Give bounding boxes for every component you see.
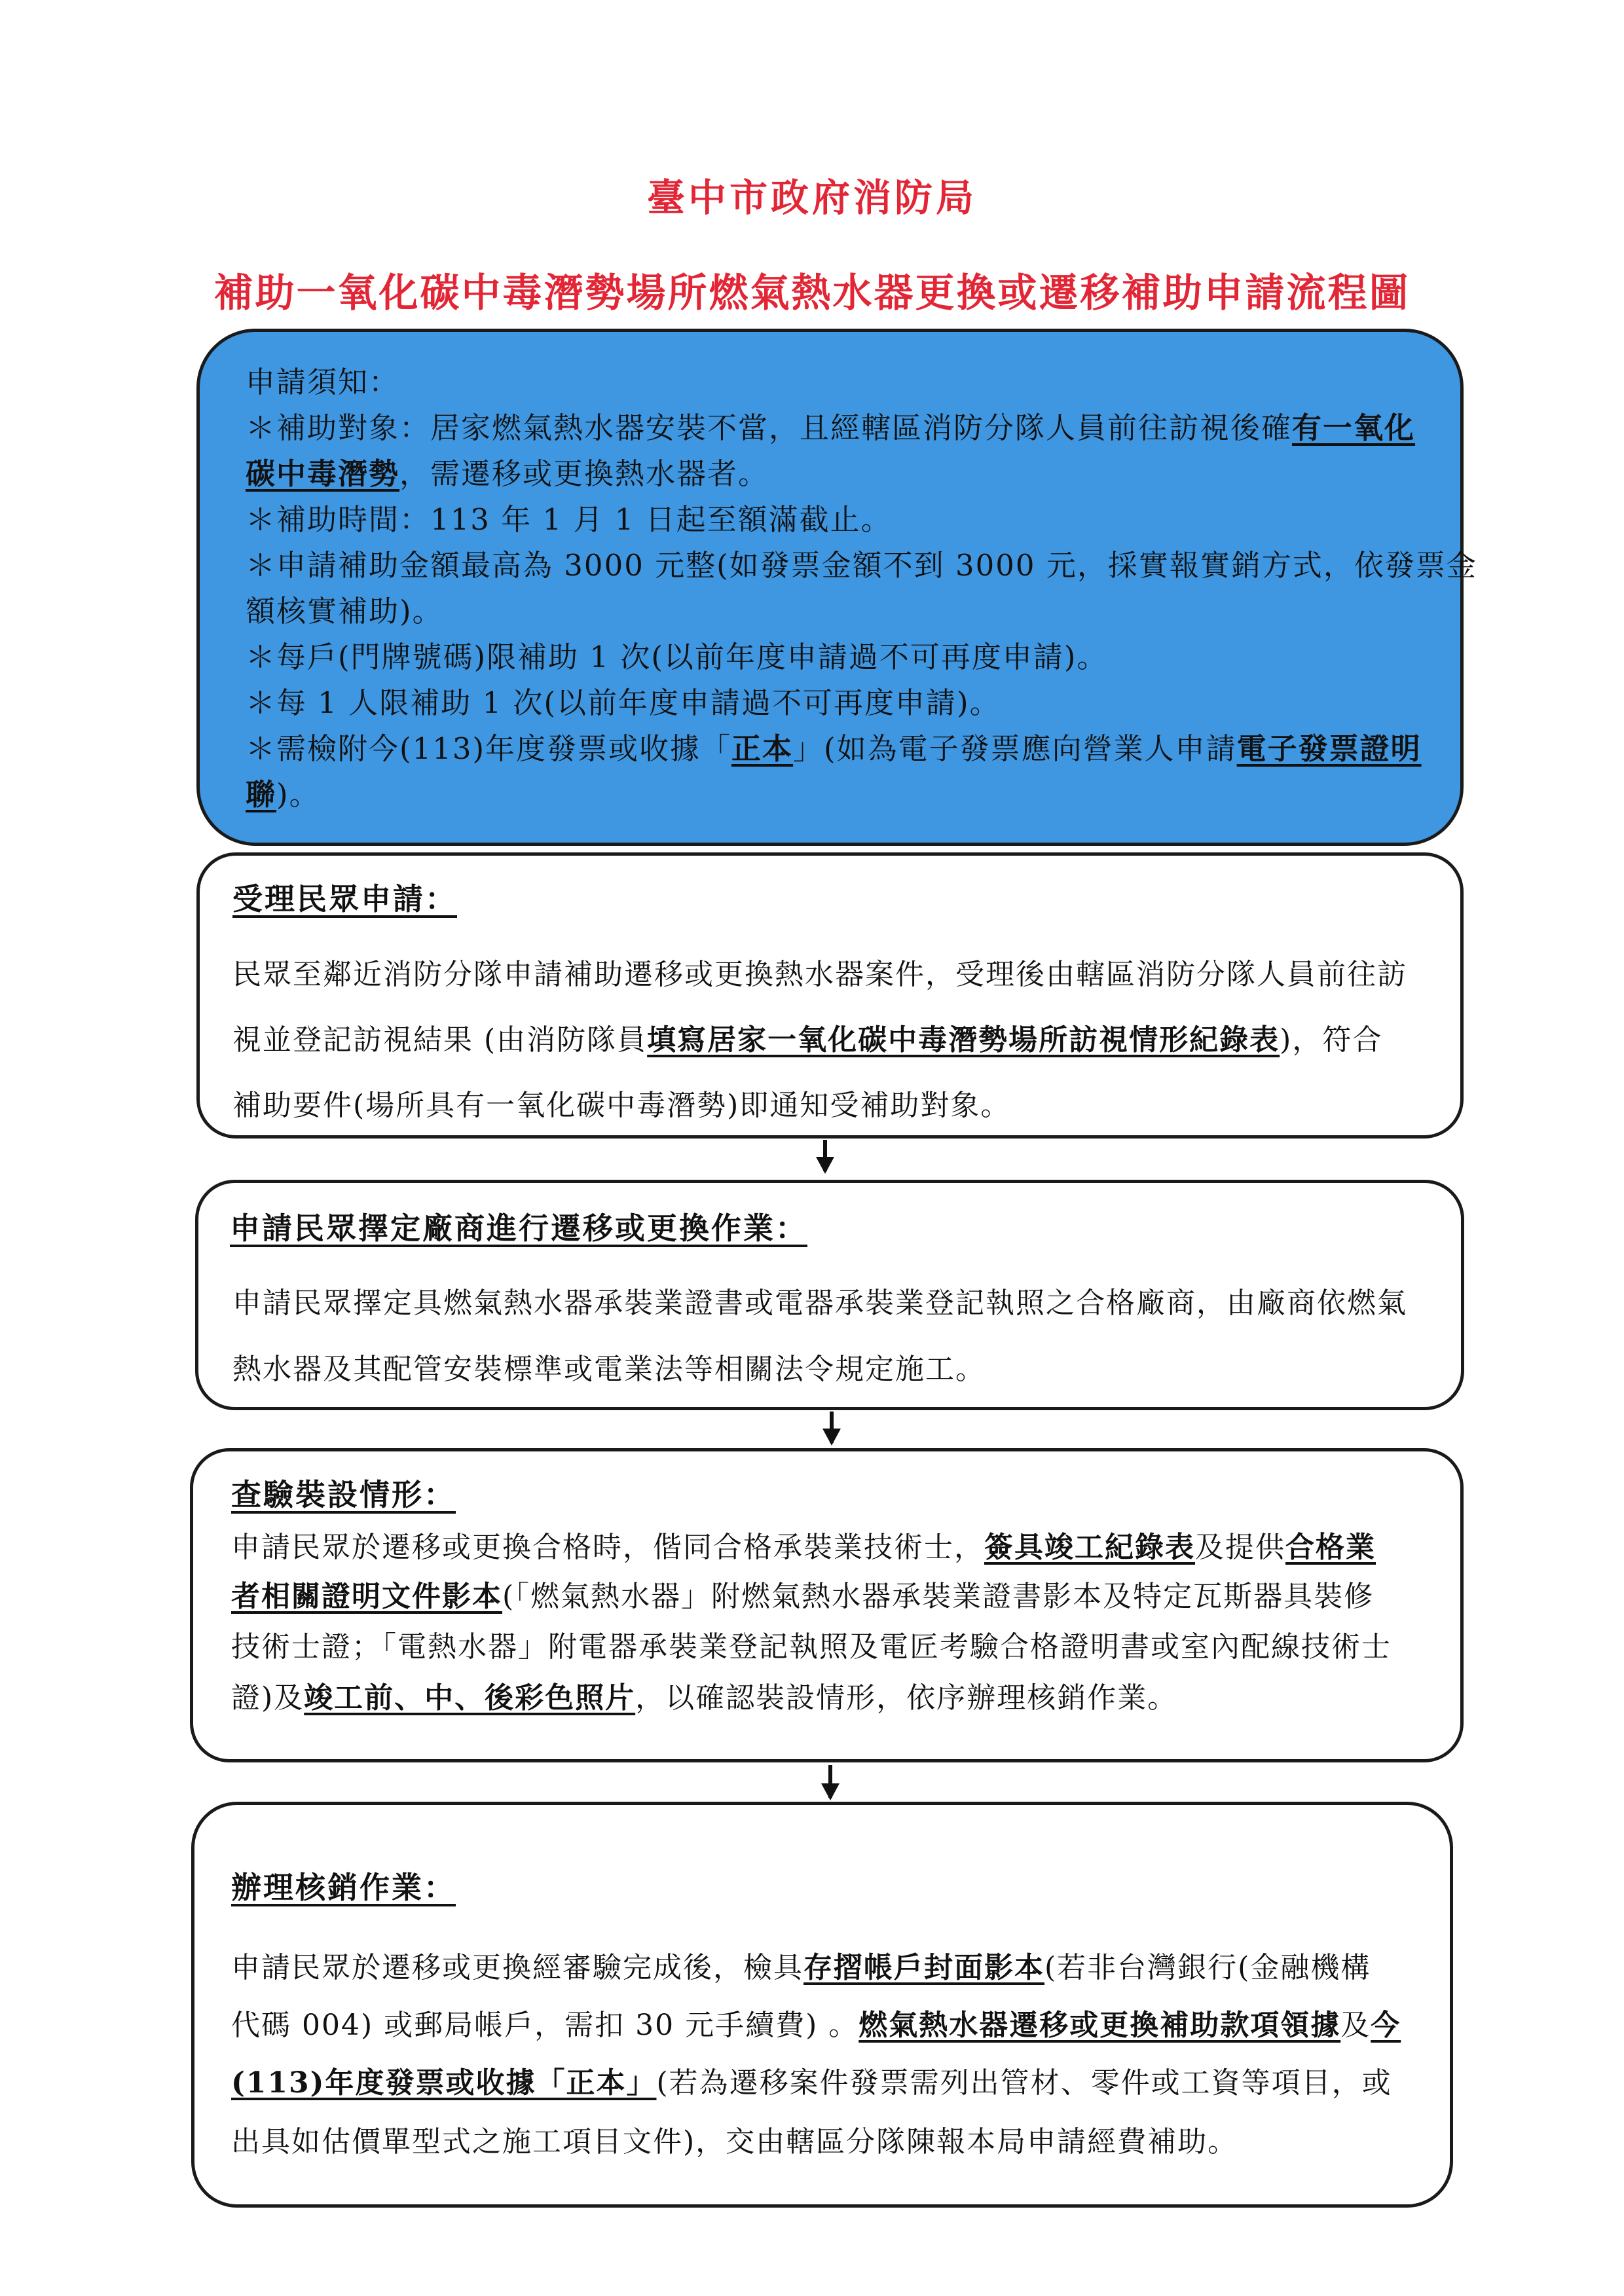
notice-text: ，需遷移或更換熱水器者。 (399, 456, 769, 491)
flow-arrow (828, 1765, 832, 1798)
step-emphasis: 填寫居家一氧化碳中毒潛勢場所訪視情形紀錄表 (647, 1023, 1280, 1057)
step-text: 熱水器及其配管安裝標準或電業法等相關法令規定施工。 (232, 1353, 986, 1386)
step-text-part: 視並登記訪視結果 (由消防隊員 (232, 1023, 648, 1057)
step-emphasis: (113)年度發票或收據「正本」 (231, 2066, 657, 2100)
notice-period: ＊補助時間：113 年 1 月 1 日起至額滿截止。 (246, 502, 892, 537)
step-text-part: 及提供 (1195, 1531, 1285, 1564)
step-text-part: (若非台灣銀行(金融機構 (1044, 1951, 1371, 1984)
step-title: 受理民眾申請： (232, 881, 457, 917)
notice-emphasis: 聯 (246, 777, 277, 812)
step-emphasis: 竣工前、中、後彩色照片 (304, 1681, 636, 1715)
step-emphasis: 存摺帳戶封面影本 (803, 1951, 1044, 1984)
step-text-part: (若為遷移案件發票需列出管材、零件或工資等項目，或 (656, 2066, 1392, 2100)
notice-emphasis: 正本 (731, 731, 794, 766)
notice-per-household: ＊每戶(門牌號碼)限補助 1 次(以前年度申請過不可再度申請)。 (246, 640, 1108, 674)
step-text: 民眾至鄰近消防分隊申請補助遷移或更換熱水器案件，受理後由轄區消防分隊人員前往訪 (232, 958, 1407, 991)
notice-text: 」(如為電子發票應向營業人申請 (793, 731, 1237, 766)
notice-receipt-cont (246, 772, 1421, 818)
notice-text: ＊需檢附今(113)年度發票或收據「 (246, 731, 732, 766)
notice-emphasis: 碳中毒潛勢 (246, 456, 400, 491)
step-text (231, 1674, 1177, 1716)
step-emphasis: 者相關證明文件影本 (231, 1580, 502, 1613)
notice-amount-cont: 額核實補助)。 (246, 594, 443, 629)
step-emphasis: 合格業 (1285, 1531, 1376, 1564)
step-emphasis: 燃氣熱水器遷移或更換補助款項領據 (858, 2009, 1341, 2042)
flow-arrow (823, 1140, 827, 1171)
notice-receipt (246, 726, 1421, 772)
notice-amount: ＊申請補助金額最高為 3000 元整(如發票金額不到 3000 元，採實報實銷方式，依發票金 (246, 548, 1477, 583)
notice-emphasis: 有一氧化 (1292, 410, 1416, 445)
step-text-part: 申請民眾於遷移或更換經審驗完成後，檢具 (231, 1951, 803, 1984)
step-text-part: 證)及 (231, 1681, 304, 1715)
step-text (231, 1523, 1376, 1565)
step-accept-application (196, 852, 1464, 1139)
step-text (231, 2001, 1401, 2043)
step-inspection (190, 1448, 1464, 1762)
step-text: 出具如估價單型式之施工項目文件)，交由轄區分隊陳報本局申請經費補助。 (231, 2125, 1238, 2159)
step-text: 補助要件(場所具有一氧化碳中毒潛勢)即通知受補助對象。 (232, 1089, 1011, 1122)
notice-emphasis: 電子發票證明 (1236, 731, 1422, 766)
org-title: 臺中市政府消防局 (646, 175, 977, 220)
step-text-part: (「燃氣熱水器」附燃氣熱水器承裝業證書影本及特定瓦斯器具裝修 (502, 1580, 1375, 1613)
step-text-part: 申請民眾於遷移或更換合格時，偕同合格承裝業技術士， (231, 1531, 984, 1564)
notice-eligibility-cont (246, 451, 1421, 497)
step-emphasis: 簽具竣工紀錄表 (984, 1531, 1195, 1564)
notice-text: )。 (276, 777, 320, 812)
step-text (232, 1016, 1382, 1058)
step-reimbursement (191, 1802, 1453, 2208)
step-emphasis: 今 (1371, 2009, 1401, 2042)
notice-text: ＊補助對象：居家燃氣熱水器安裝不當，且經轄區消防分隊人員前往訪視後確 (246, 410, 1293, 445)
notice-eligibility (246, 405, 1421, 451)
step-text (231, 2059, 1392, 2101)
step-text-part: 代碼 004) 或郵局帳戶，需扣 30 元手續費) 。 (231, 2009, 859, 2042)
step-text-part: 及 (1340, 2009, 1371, 2042)
step-text-part: )，符合 (1280, 1023, 1383, 1057)
step-text: 申請民眾擇定具燃氣熱水器承裝業證書或電器承裝業登記執照之合格廠商，由廠商依燃氣 (232, 1286, 1407, 1320)
flow-arrow (830, 1412, 834, 1443)
notice-per-person: ＊每 1 人限補助 1 次(以前年度申請過不可再度申請)。 (246, 685, 1001, 720)
step-text (231, 1573, 1374, 1614)
page-title: 補助一氧化碳中毒潛勢場所燃氣熱水器更換或遷移補助申請流程圖 (213, 270, 1411, 316)
step-select-contractor (195, 1180, 1464, 1410)
step-text-part: ，以確認裝設情形，依序辦理核銷作業。 (635, 1681, 1178, 1715)
step-title: 辦理核銷作業： (231, 1870, 456, 1905)
step-title: 申請民眾擇定廠商進行遷移或更換作業： (230, 1211, 807, 1246)
application-notice-box (196, 329, 1477, 846)
step-text (231, 1944, 1371, 1986)
step-text: 技術士證；「電熱水器」附電器承裝業登記執照及電匠考驗合格證明書或室內配線技術士 (231, 1630, 1392, 1664)
notice-heading: 申請須知： (246, 365, 400, 399)
step-title: 查驗裝設情形： (231, 1477, 456, 1512)
